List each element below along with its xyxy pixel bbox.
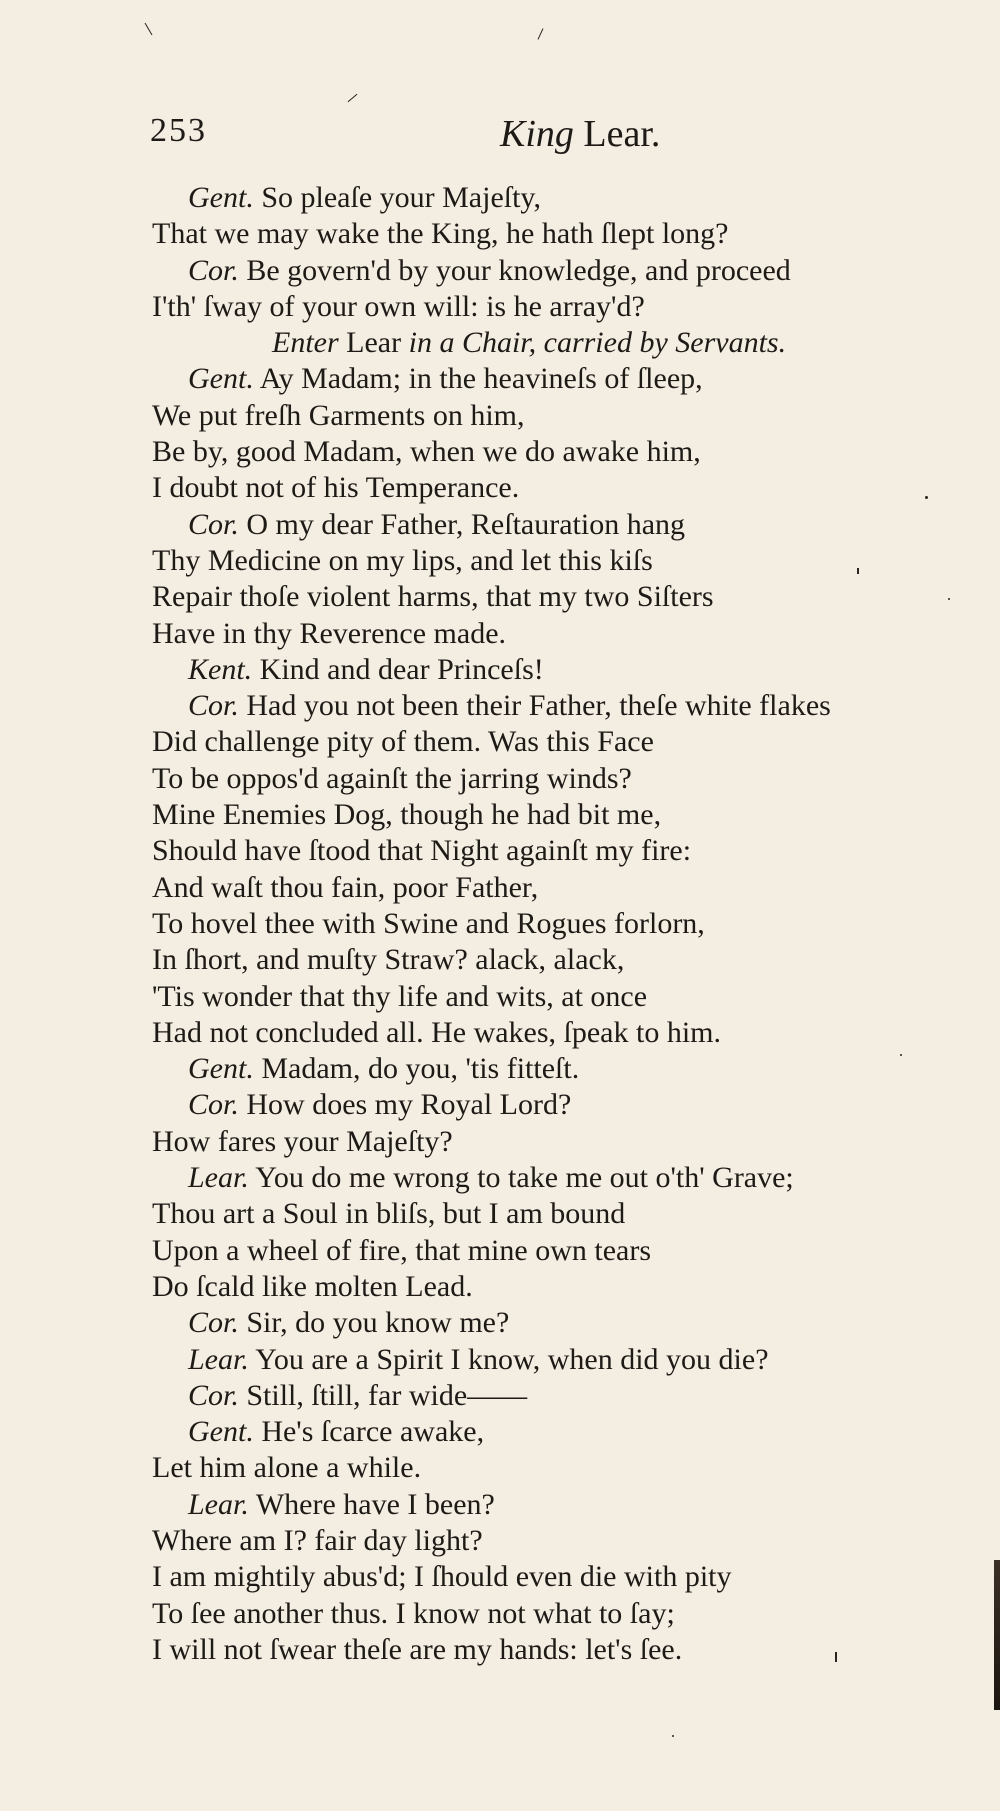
speaker-name: Cor.	[188, 253, 239, 287]
speech-line	[152, 1414, 982, 1450]
speech-text: Sir, do you know me?	[246, 1306, 510, 1340]
running-head-italic: King	[500, 113, 574, 155]
speech-text: So pleaſe your Majeſty,	[261, 181, 541, 214]
ink-speck	[948, 598, 950, 600]
verse-line: I doubt not of his Temperance.	[152, 471, 520, 505]
running-head-roman: Lear.	[583, 113, 661, 155]
page-edge-shadow	[994, 1560, 1000, 1710]
verse-line: Thou art a Soul in bliſs, but I am bound	[152, 1197, 626, 1231]
ink-speck	[145, 23, 153, 36]
ink-speck	[538, 28, 544, 39]
speech-line	[152, 652, 982, 688]
speech-line	[152, 507, 982, 543]
verse-line: In ſhort, and muſty Straw? alack, alack,	[152, 943, 625, 977]
verse-line: To ſee another thus. I know not what to ſay;	[152, 1596, 675, 1630]
speech-text: Where have I been?	[255, 1487, 495, 1521]
speech-text: Ay Madam; in the heavineſs of ſleep,	[259, 362, 703, 396]
speech-text: Had you not been their Father, theſe white flakes	[246, 689, 831, 723]
verse-line: 'Tis wonder that thy life and wits, at once	[152, 979, 648, 1013]
speech-text: Be govern'd by your knowledge, and proceed	[246, 253, 791, 287]
stage-direction	[152, 325, 982, 361]
speech-line	[152, 1051, 982, 1087]
speaker-name: Gent.	[188, 362, 254, 396]
ink-speck	[835, 1652, 837, 1662]
verse-line: Be by, good Madam, when we do awake him,	[152, 435, 701, 469]
verse-line: Thy Medicine on my lips, and let this kiſs	[152, 543, 653, 577]
speech-line	[152, 1342, 982, 1378]
speech-line	[152, 180, 982, 216]
speaker-name: Cor.	[188, 1088, 239, 1122]
verse-line: Repair thoſe violent harms, that my two Siſters	[152, 580, 714, 614]
ink-speck	[857, 568, 859, 574]
page-number: 253	[150, 112, 207, 149]
speaker-name: Kent.	[188, 652, 253, 686]
verse-line: Upon a wheel of fire, that mine own tears	[152, 1233, 651, 1267]
speaker-name: Lear.	[188, 1342, 249, 1376]
speech-text: Still, ſtill, far wide——	[246, 1378, 528, 1412]
speaker-name: Lear.	[188, 1161, 249, 1195]
speech-line	[152, 1378, 982, 1414]
speech-line	[152, 688, 982, 724]
verse-line: I am mightily abus'd; I ſhould even die with pity	[152, 1560, 732, 1594]
speaker-name: Cor.	[188, 1378, 239, 1412]
stage-direction-post: in a Chair, carried by Servants.	[408, 326, 787, 360]
speaker-name: Cor.	[188, 507, 239, 541]
speech-line	[152, 1305, 982, 1341]
speech-line	[152, 253, 982, 289]
speech-text: How does my Royal Lord?	[246, 1088, 572, 1122]
speech-text: He's ſcarce awake,	[261, 1415, 485, 1449]
ink-speck	[900, 1054, 902, 1056]
verse-line: That we may wake the King, he hath ſlept long?	[152, 217, 729, 251]
speaker-name: Gent.	[188, 1052, 254, 1086]
speaker-name: Lear.	[188, 1487, 249, 1521]
ink-speck	[672, 1735, 674, 1737]
verse-line: To be oppos'd againſt the jarring winds?	[152, 761, 632, 795]
running-head	[500, 112, 660, 156]
play-text	[152, 180, 982, 1668]
speaker-name: Gent.	[188, 181, 254, 214]
speech-text: You do me wrong to take me out o'th' Grave;	[255, 1161, 794, 1195]
page-header	[150, 112, 790, 162]
verse-line: Let him alone a while.	[152, 1451, 422, 1485]
verse-line: I'th' ſway of your own will: is he array'd?	[152, 289, 645, 323]
speech-text: You are a Spirit I know, when did you die?	[255, 1342, 769, 1376]
speech-line	[152, 361, 982, 397]
verse-line: We put freſh Garments on him,	[152, 398, 525, 432]
verse-line: Mine Enemies Dog, though he had bit me,	[152, 798, 662, 832]
verse-line: Do ſcald like molten Lead.	[152, 1269, 473, 1303]
verse-line: And waſt thou fain, poor Father,	[152, 870, 539, 904]
verse-line: Have in thy Reverence made.	[152, 616, 507, 650]
verse-line: I will not ſwear theſe are my hands: let's ſee.	[152, 1632, 683, 1666]
verse-line: Did challenge pity of them. Was this Face	[152, 725, 654, 759]
stage-direction-pre: Enter	[272, 326, 339, 360]
speech-line	[152, 1160, 982, 1196]
verse-line: Had not concluded all. He wakes, ſpeak to him.	[152, 1015, 722, 1049]
speech-line	[152, 1487, 982, 1523]
stage-direction-name: Lear	[346, 326, 402, 360]
verse-line: Should have ſtood that Night againſt my fire:	[152, 834, 692, 868]
speech-text: Madam, do you, 'tis fitteſt.	[261, 1052, 580, 1086]
speaker-name: Cor.	[188, 689, 239, 723]
speech-line	[152, 1087, 982, 1123]
speaker-name: Gent.	[188, 1415, 254, 1449]
speech-text: Kind and dear Princeſs!	[259, 652, 544, 686]
speech-text: O my dear Father, Reſtauration hang	[246, 507, 686, 541]
ink-speck	[348, 94, 358, 102]
speaker-name: Cor.	[188, 1306, 239, 1340]
verse-line: How fares your Majeſty?	[152, 1124, 453, 1158]
ink-speck	[925, 496, 928, 499]
verse-line: Where am I? fair day light?	[152, 1523, 483, 1557]
verse-line: To hovel thee with Swine and Rogues forlorn,	[152, 906, 705, 940]
